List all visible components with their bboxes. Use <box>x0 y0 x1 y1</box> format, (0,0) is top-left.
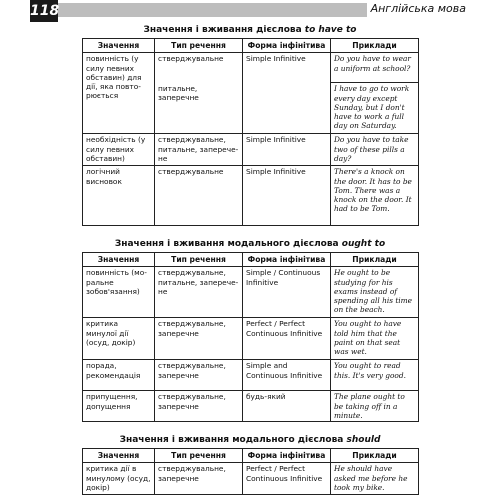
col-header-form: Форма інфінітива <box>243 253 331 267</box>
form-cell: Simple / Continuous Infinitive <box>243 267 331 318</box>
col-header-form: Форма інфінітива <box>243 449 331 463</box>
col-header-type: Тип речення <box>155 449 243 463</box>
table-should <box>82 448 419 495</box>
table-row <box>83 463 419 495</box>
type-cell: стверджувальне <box>155 53 243 83</box>
type-cell: стверджувальне, питальне, заперечене <box>155 134 243 166</box>
form-cell: Simple and Continuous Infinitive <box>243 360 331 391</box>
example-cell: He ought to be studying for his exams instead of spending all his time on the beach. <box>331 267 419 318</box>
form-cell: будь-який <box>243 391 331 422</box>
table-row <box>83 267 419 318</box>
table-header-row <box>83 39 419 53</box>
caption-ought-to-prefix: Значення і вживання модального дієслова <box>114 239 342 249</box>
type-cell: стверджувальне, заперечне <box>155 463 243 495</box>
type-cell: стверджувальне, питальне, заперечене <box>155 267 243 318</box>
table-have-to <box>82 38 419 226</box>
caption-ought-to <box>40 238 460 250</box>
type-cell: стверджувальне, заперечне <box>155 391 243 422</box>
col-header-form: Форма інфінітива <box>243 39 331 53</box>
table-header-row <box>83 253 419 267</box>
col-header-examples: Приклади <box>331 253 419 267</box>
caption-ought-to-verb: ought to <box>341 239 386 249</box>
example-cell: He should have asked me before he took my bike. <box>331 463 419 495</box>
caption-have-to <box>40 24 460 36</box>
col-header-meaning: Значення <box>83 253 155 267</box>
form-cell: Simple Infinitive <box>243 166 331 226</box>
example-cell: You ought to read this. It's very good. <box>331 360 419 391</box>
col-header-meaning: Значення <box>83 39 155 53</box>
col-header-examples: Приклади <box>331 39 419 53</box>
col-header-type: Тип речення <box>155 253 243 267</box>
meaning-cell: логічний висновок <box>83 166 155 226</box>
example-cell: I have to go to work every day except Sunday, but I don't have to work a full day on Saturday. <box>331 83 419 134</box>
form-cell: Perfect / Perfect Continuous Infinitive <box>243 463 331 495</box>
table-row <box>83 318 419 360</box>
meaning-cell: припущення, допущення <box>83 391 155 422</box>
type-cell: питальне, заперечне <box>155 83 243 134</box>
meaning-cell: необхідність (у силу певних обставин) <box>83 134 155 166</box>
caption-have-to-verb: to have to <box>304 25 357 35</box>
table-ought-to <box>82 252 419 422</box>
caption-have-to-prefix: Значення і вживання дієслова <box>143 25 305 35</box>
type-cell: стверджувальне, заперечне <box>155 360 243 391</box>
page-number: 118 <box>30 0 58 22</box>
caption-should-prefix: Значення і вживання модального дієслова <box>119 435 347 445</box>
example-cell: Do you have to take two of these pills a day? <box>331 134 419 166</box>
table-row <box>83 166 419 226</box>
example-cell: You ought to have told him that the paint on that seat was wet. <box>331 318 419 360</box>
table-row <box>83 53 419 83</box>
type-cell: стверджувальне, заперечне <box>155 318 243 360</box>
caption-should-verb: should <box>346 435 381 445</box>
col-header-meaning: Значення <box>83 449 155 463</box>
caption-should <box>40 434 460 446</box>
form-cell: Simple Infinitive <box>243 134 331 166</box>
example-cell: There's a knock on the door. It has to be Tom. There was a knock on the door. It had to be Tom. <box>331 166 419 226</box>
col-header-type: Тип речення <box>155 39 243 53</box>
table-row <box>83 134 419 166</box>
meaning-cell: повинність (у силу певних обставин) для дії, яка повторюється <box>83 53 155 134</box>
type-cell: стверджувальне <box>155 166 243 226</box>
col-header-examples: Приклади <box>331 449 419 463</box>
form-cell: Perfect / Perfect Continuous Infinitive <box>243 318 331 360</box>
book-title: Англійська мова <box>367 1 470 17</box>
meaning-cell: повинність (моральне зобов'язання) <box>83 267 155 318</box>
table-header-row <box>83 449 419 463</box>
example-cell: Do you have to wear a uniform at school? <box>331 53 419 83</box>
table-row <box>83 360 419 391</box>
meaning-cell: критика дії в минулому (осуд, докір) <box>83 463 155 495</box>
meaning-cell: критика минулої дії (осуд, докір) <box>83 318 155 360</box>
example-cell: The plane ought to be taking off in a minute. <box>331 391 419 422</box>
meaning-cell: порада, рекомендація <box>83 360 155 391</box>
form-cell: Simple Infinitive <box>243 53 331 134</box>
table-row <box>83 391 419 422</box>
